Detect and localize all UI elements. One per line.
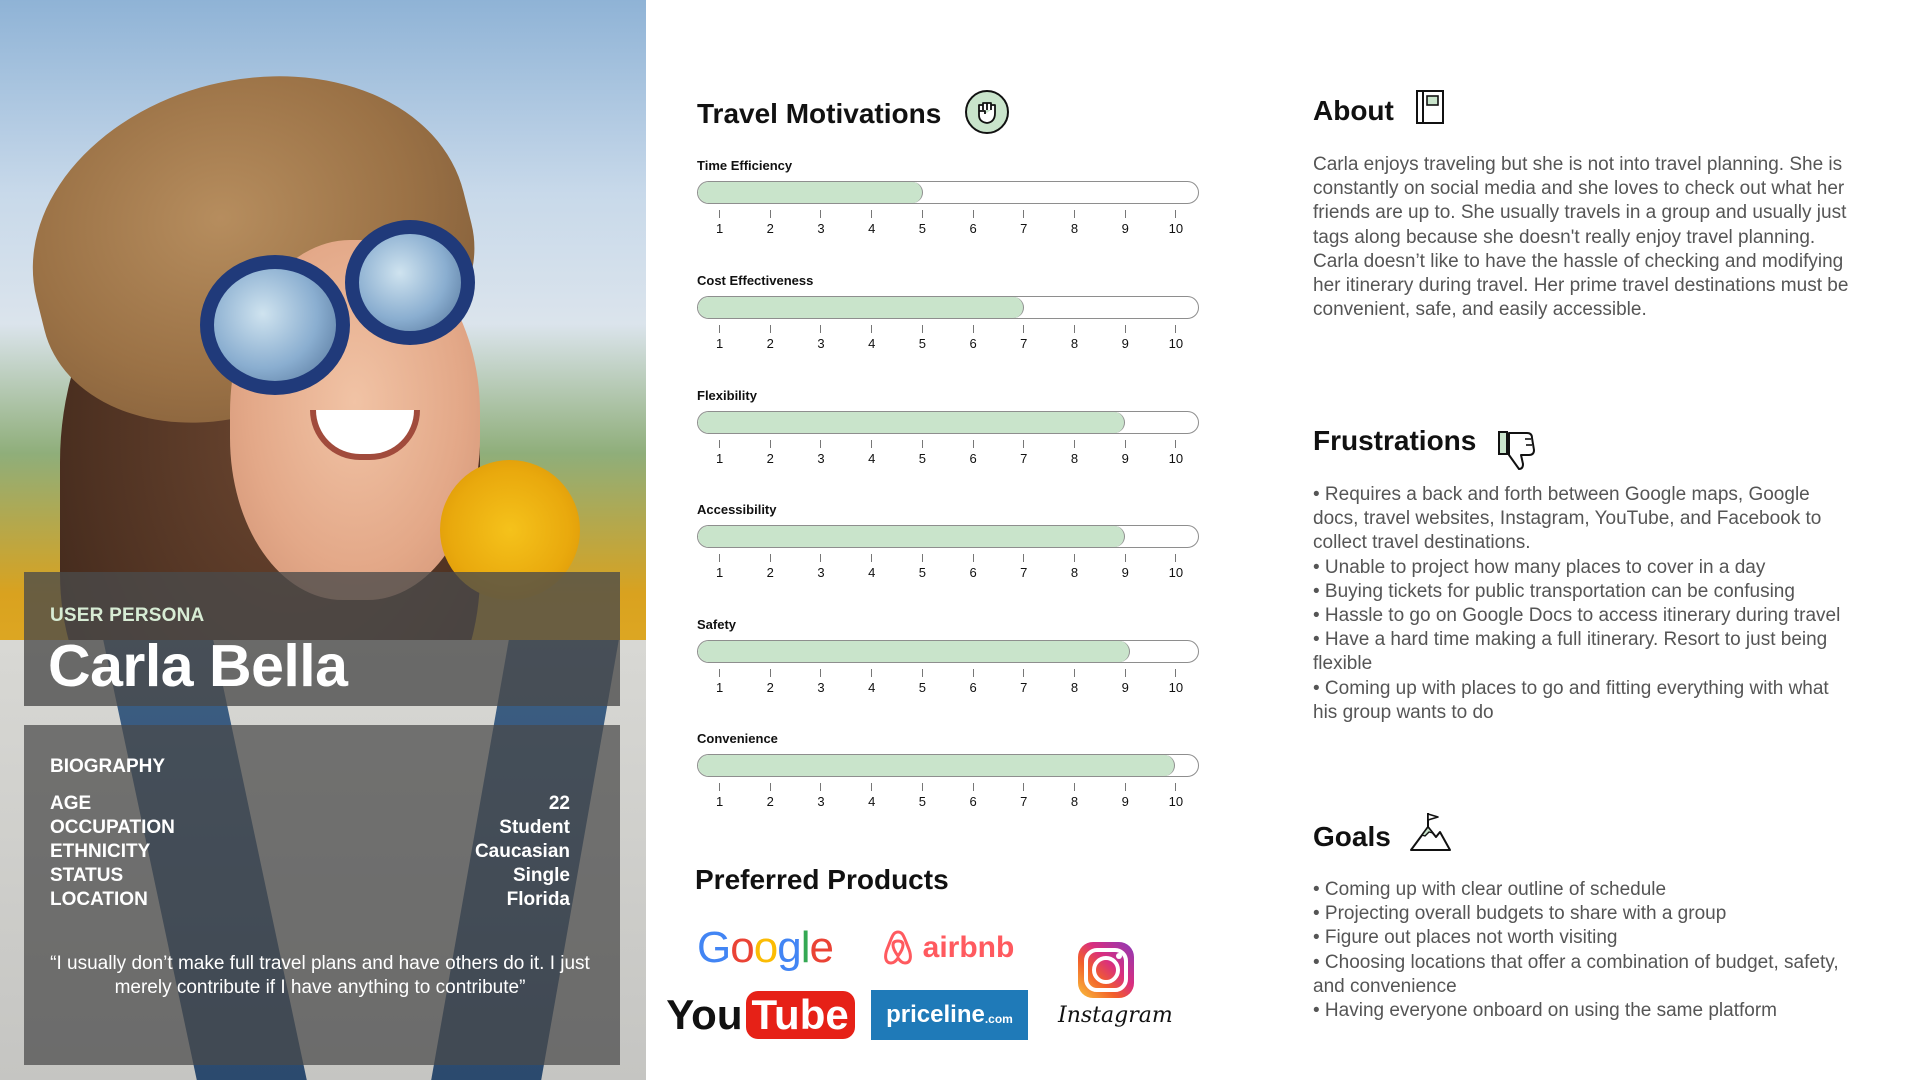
frustration-item: • Buying tickets for public transportation can be confusing <box>1313 580 1795 602</box>
motivation-scale <box>697 783 1199 813</box>
motivation-bar-fill <box>698 297 1024 318</box>
motivation-bar-fill <box>698 412 1125 433</box>
scale-tick: 4 <box>862 325 882 351</box>
scale-tick: 1 <box>710 669 730 695</box>
bio-row-age <box>50 793 570 817</box>
scale-tick: 2 <box>760 554 780 580</box>
motivation-scale <box>697 210 1199 240</box>
motivation-scale <box>697 325 1199 355</box>
scale-tick: 10 <box>1166 325 1186 351</box>
preferred-products-title: Preferred Products <box>695 864 949 895</box>
motivation-label: Accessibility <box>697 502 777 517</box>
scale-tick: 2 <box>760 783 780 809</box>
scale-tick: 5 <box>912 554 932 580</box>
goal-item: • Coming up with clear outline of schedule <box>1313 879 1667 900</box>
google-logo <box>690 918 840 978</box>
scale-tick: 8 <box>1065 669 1085 695</box>
scale-tick: 3 <box>811 783 831 809</box>
bio-value: 22 <box>548 793 570 814</box>
scale-tick: 10 <box>1166 783 1186 809</box>
scale-tick: 6 <box>963 669 983 695</box>
scale-tick: 6 <box>963 210 983 236</box>
motivation-bar-fill <box>698 526 1125 547</box>
frustration-item: • Coming up with places to go and fitting everything with what his group wants to do <box>1313 677 1829 723</box>
scale-tick: 4 <box>862 440 882 466</box>
youtube-tube: Tube <box>746 991 855 1039</box>
scale-tick: 8 <box>1065 554 1085 580</box>
motivation-bar <box>697 525 1199 548</box>
scale-tick: 1 <box>710 325 730 351</box>
scale-tick: 9 <box>1115 440 1135 466</box>
scale-tick: 8 <box>1065 325 1085 351</box>
scale-tick: 7 <box>1014 554 1034 580</box>
scale-tick: 1 <box>710 554 730 580</box>
google-letter: G <box>697 923 731 972</box>
scale-tick: 3 <box>811 554 831 580</box>
goal-item: • Projecting overall budgets to share with a group <box>1313 903 1727 925</box>
scale-tick: 3 <box>811 669 831 695</box>
frustration-item: • Unable to project how many places to cover in a day <box>1313 556 1766 578</box>
motivation-label: Cost Effectiveness <box>697 273 814 288</box>
photo-sunglasses-right <box>345 220 475 345</box>
scale-tick: 2 <box>760 210 780 236</box>
scale-tick: 7 <box>1014 325 1034 351</box>
scale-tick: 9 <box>1115 210 1135 236</box>
priceline-logo <box>871 990 1028 1040</box>
priceline-suffix: .com <box>984 1012 1013 1026</box>
priceline-wordmark: priceline <box>886 1001 985 1028</box>
motivation-scale <box>697 554 1199 584</box>
scale-tick: 4 <box>862 554 882 580</box>
motivation-bar-fill <box>698 755 1175 776</box>
bio-row-ethnicity <box>50 841 570 865</box>
scale-tick: 7 <box>1014 210 1034 236</box>
thumbs-down-icon <box>1497 429 1537 471</box>
google-letter: g <box>777 923 801 972</box>
motivation-bar-fill <box>698 641 1130 662</box>
notebook-icon <box>1415 89 1445 125</box>
scale-tick: 3 <box>811 325 831 351</box>
airbnb-icon <box>881 929 915 967</box>
goal-item: • Figure out places not worth visiting <box>1313 927 1618 949</box>
motivation-label: Flexibility <box>697 388 757 403</box>
bio-label: ETHNICITY <box>50 841 151 862</box>
scale-tick: 5 <box>912 783 932 809</box>
mountain-flag-icon <box>1408 811 1452 853</box>
travel-motivations-title: Travel Motivations <box>697 98 942 129</box>
scale-tick: 3 <box>811 440 831 466</box>
instagram-dot <box>1116 953 1122 959</box>
scale-tick: 5 <box>912 669 932 695</box>
scale-tick: 2 <box>760 325 780 351</box>
frustrations-list <box>1313 483 1858 725</box>
scale-tick: 10 <box>1166 440 1186 466</box>
scale-tick: 3 <box>811 210 831 236</box>
scale-tick: 5 <box>912 210 932 236</box>
airbnb-wordmark: airbnb <box>922 931 1015 964</box>
persona-quote: “I usually don’t make full travel plans and have others do it. I just merely contribute if I have anything to contribute” <box>50 953 590 998</box>
instagram-lens <box>1092 956 1120 984</box>
persona-label: USER PERSONA <box>50 605 205 626</box>
google-letter: o <box>753 923 778 972</box>
motivation-bar <box>697 640 1199 663</box>
about-text: Carla enjoys traveling but she is not into travel planning. She is constantly on social media and she loves to check out what her friends are up to. She usually travels in a group and usually just tags along because she doesn't really enjoy travel planning. Carla doesn’t like to have the hassle of checking and modifying her itinerary during travel. Her prime travel destinations must be convenient, safe, and easily accessible. <box>1313 154 1849 321</box>
goals-title: Goals <box>1313 821 1391 852</box>
instagram-icon <box>1078 942 1134 998</box>
scale-tick: 10 <box>1166 669 1186 695</box>
scale-tick: 10 <box>1166 554 1186 580</box>
bio-value: Florida <box>506 889 570 910</box>
biography-title: BIOGRAPHY <box>50 756 166 777</box>
instagram-wordmark: Instagram <box>1058 1003 1173 1028</box>
scale-tick: 1 <box>710 210 730 236</box>
motivation-bar <box>697 411 1199 434</box>
bio-row-status <box>50 865 570 889</box>
frustration-item: • Hassle to go on Google Docs to access itinerary during travel <box>1313 605 1841 627</box>
scale-tick: 2 <box>760 669 780 695</box>
bio-label: AGE <box>50 793 92 814</box>
scale-tick: 8 <box>1065 440 1085 466</box>
scale-tick: 7 <box>1014 669 1034 695</box>
google-letter: e <box>809 923 833 972</box>
raised-fist-icon <box>964 89 1010 135</box>
goal-item: • Having everyone onboard on using the same platform <box>1313 1000 1777 1022</box>
scale-tick: 7 <box>1014 783 1034 809</box>
frustration-item: • Have a hard time making a full itinerary. Resort to just being flexible <box>1313 629 1828 675</box>
airbnb-logo <box>875 920 1020 976</box>
scale-tick: 4 <box>862 669 882 695</box>
persona-name: Carla Bella <box>48 633 348 699</box>
bio-label: LOCATION <box>50 889 148 910</box>
scale-tick: 8 <box>1065 783 1085 809</box>
scale-tick: 6 <box>963 554 983 580</box>
scale-tick: 9 <box>1115 554 1135 580</box>
motivation-bar <box>697 296 1199 319</box>
scale-tick: 1 <box>710 783 730 809</box>
motivation-label: Convenience <box>697 731 778 746</box>
scale-tick: 4 <box>862 210 882 236</box>
motivation-scale <box>697 440 1199 470</box>
google-letter: o <box>730 923 754 972</box>
scale-tick: 10 <box>1166 210 1186 236</box>
motivation-label: Safety <box>697 617 737 632</box>
scale-tick: 2 <box>760 440 780 466</box>
frustrations-title: Frustrations <box>1313 425 1477 456</box>
frustration-item: • Requires a back and forth between Google maps, Google docs, travel websites, Instagram, YouTube, and Facebook to collect travel destinations. <box>1313 484 1822 554</box>
scale-tick: 4 <box>862 783 882 809</box>
scale-tick: 6 <box>963 440 983 466</box>
bio-value: Student <box>499 817 570 838</box>
youtube-you: You <box>666 991 743 1038</box>
bio-value: Single <box>512 865 570 886</box>
scale-tick: 6 <box>963 783 983 809</box>
motivation-bar <box>697 181 1199 204</box>
scale-tick: 8 <box>1065 210 1085 236</box>
scale-tick: 5 <box>912 325 932 351</box>
photo-sunglasses-left <box>200 255 350 395</box>
scale-tick: 9 <box>1115 783 1135 809</box>
scale-tick: 6 <box>963 325 983 351</box>
bio-value: Caucasian <box>474 841 570 862</box>
scale-tick: 1 <box>710 440 730 466</box>
scale-tick: 5 <box>912 440 932 466</box>
motivation-scale <box>697 669 1199 699</box>
google-letter: l <box>800 923 810 972</box>
about-title: About <box>1313 95 1394 126</box>
scale-tick: 7 <box>1014 440 1034 466</box>
bio-row-location <box>50 889 570 913</box>
motivation-bar <box>697 754 1199 777</box>
motivation-label: Time Efficiency <box>697 158 793 173</box>
bio-row-occupation <box>50 817 570 841</box>
scale-tick: 9 <box>1115 325 1135 351</box>
motivation-bar-fill <box>698 182 923 203</box>
goals-list <box>1313 878 1858 1023</box>
goal-item: • Choosing locations that offer a combination of budget, safety, and convenience <box>1313 951 1839 997</box>
bio-label: OCCUPATION <box>50 817 175 838</box>
youtube-logo <box>666 985 849 1045</box>
bio-label: STATUS <box>50 865 124 886</box>
scale-tick: 9 <box>1115 669 1135 695</box>
